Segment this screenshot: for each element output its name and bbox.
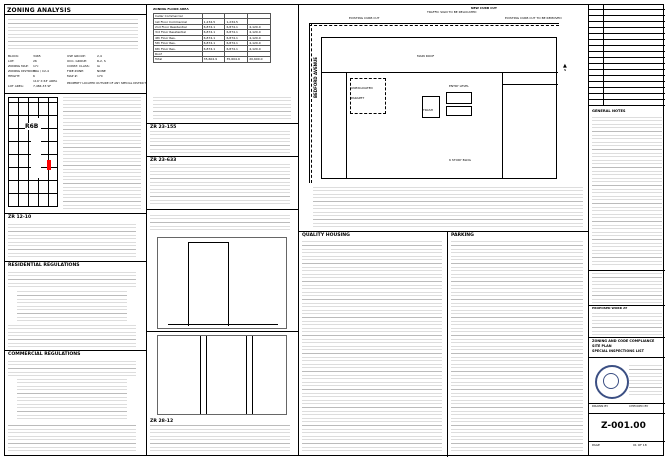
site-marker: [47, 160, 51, 170]
sheet-title-1: ZONING AND CODE COMPLIANCE: [592, 339, 655, 343]
floor-area-cell: 1st Floor Commercial: [154, 19, 203, 24]
floor-area-row: [154, 46, 271, 51]
entry-level-label: ENTRY LEVEL: [449, 84, 469, 88]
fire-zone-label: FIRE ZONE:: [67, 69, 85, 73]
map-number-label: MAP #:: [67, 74, 78, 78]
floor-area-cell: 35,604.9: [202, 57, 225, 62]
checked-by-label: CHECKED BY: [629, 404, 649, 408]
zoning-analysis-header: ZONING ANALYSIS: [7, 7, 72, 14]
floor-area-cell: 6,874.1: [225, 24, 248, 29]
floor-area-cell: 6th Floor Res.: [154, 46, 203, 51]
floor-area-cell: Roof: [154, 51, 203, 56]
sheet-title-2: SITE PLAN: [592, 344, 612, 348]
trash-room: [422, 96, 440, 118]
occ-group-value: R-2, S: [97, 59, 106, 63]
section-zr-23-633: ZR 23-633: [150, 158, 177, 163]
map-number-value: 17C: [97, 74, 103, 78]
lot-area-label: LOT AREA:: [8, 84, 24, 88]
height-label: HEIGHT:: [8, 74, 21, 78]
floor-area-cell: 4th Floor Res.: [154, 35, 203, 40]
floor-area-cell: 4,120.0: [248, 46, 271, 51]
floor-area-cell: 20,600.0: [248, 57, 271, 62]
floor-area-row: [154, 24, 271, 29]
floor-area-row: [154, 30, 271, 35]
floor-area-cell: 6,874.1: [225, 30, 248, 35]
floor-area-table-title: ZONING FLOOR AREA: [153, 7, 189, 11]
parking-text: [451, 241, 583, 451]
floor-area-cell: 2nd Floor Residential: [154, 24, 203, 29]
floor-area-cell: Total: [154, 57, 203, 62]
lot-label: LOT:: [8, 59, 15, 63]
floor-area-cell: 4,120.0: [248, 35, 271, 40]
professional-seal-stamp: [595, 365, 629, 399]
floor-area-cell: 6,874.1: [202, 30, 225, 35]
residential-calcs: [17, 291, 127, 321]
floor-area-cell: 6,874.1: [202, 24, 225, 29]
floor-area-cell: 6,874.1: [202, 35, 225, 40]
floor-area-cell: 1,234.5: [202, 19, 225, 24]
parapet-label: PARAPET: [351, 96, 365, 100]
const-class-value: IA: [97, 64, 100, 68]
floor-area-row: [154, 57, 271, 62]
section-residential: RESIDENTIAL REGULATIONS: [8, 263, 80, 268]
general-notes-header: GENERAL NOTES: [592, 109, 626, 113]
quality-housing-text: [302, 241, 442, 451]
floor-area-cell: 4,120.0: [248, 40, 271, 45]
floor-area-cell: 6,874.1: [225, 35, 248, 40]
quality-housing-header: QUALITY HOUSING: [302, 233, 350, 238]
floor-area-cell: 4,120.0: [248, 24, 271, 29]
floor-area-column: [147, 5, 299, 455]
trash-label: TRASH: [423, 108, 434, 112]
floor-area-cell: 5th Floor Res.: [154, 40, 203, 45]
zoning-notes-text: [8, 17, 138, 49]
section-zr-12-10: ZR 12-10: [8, 215, 32, 220]
floor-area-cell: 6,874.1: [202, 46, 225, 51]
floor-area-table: [153, 13, 271, 63]
six-story-label: 6 STORY BLDG: [449, 158, 472, 162]
floor-area-cell: 6,874.1: [225, 40, 248, 45]
section-zr-23-155: ZR 23-155: [150, 125, 177, 130]
zoning-map-label: ZONING MAP:: [8, 64, 29, 68]
zoning-analysis-column: ZONING ANALYSIS BLOCK: LOT: ZONING MAP: ZONING DISTRICT: HEIGHT: 3465 26 17c R6A / C2-4 6 USE GROUP: OCC. GROUP: CONST. CLASS: FIRE ZONE: MAP #: 2,4 R-2, S IA NONE 17C LOT AREA: 7,484.33 SF 119' X 63' AREA PROPERTY LOCATED OUTSIDE OF ANY SPECIAL DISTRICT R6B ZR 12-10 RESIDENTIAL REGULATIONS COMMERCIAL REGULATIONS: [5, 5, 147, 455]
lot-area-value: 7,484.33 SF: [33, 84, 51, 88]
zoning-map: [8, 97, 58, 207]
block-label: BLOCK:: [8, 54, 20, 58]
page-of-label: 01 OF 18: [633, 443, 647, 447]
zoning-district-label: ZONING DISTRICT:: [8, 69, 36, 73]
section-diagram: [157, 335, 287, 415]
floor-area-row: [154, 35, 271, 40]
traffic-sign-label: TRAFFIC SIGN TO BE RELOCATED: [427, 10, 477, 14]
site-plan-column: [299, 5, 589, 455]
page-label: PAGE: [592, 443, 600, 447]
setback-diagram: [157, 237, 287, 329]
curb-cut-removed-label: EXISTING CURB CUT TO BE REMOVED: [505, 16, 562, 20]
commercial-calcs: [17, 379, 127, 419]
revision-grid: [589, 5, 665, 105]
floor-area-cell: 6,874.1: [225, 46, 248, 51]
floor-area-cell: Cellar Commercial: [154, 14, 203, 19]
new-curb-cut-label: NEW CURB CUT: [471, 6, 497, 10]
lot-dimensions: 119' X 63' AREA: [33, 79, 58, 83]
sheet-title-3: SPECIAL INSPECTIONS LIST: [592, 349, 644, 353]
sheet-number: Z-001.00: [601, 421, 646, 431]
floor-area-cell: 1,234.5: [225, 19, 248, 24]
main-roof-label: MAIN ROOF: [417, 54, 435, 58]
entry-level: [446, 92, 472, 104]
floor-area-cell: 35,604.9: [225, 57, 248, 62]
parking-header: PARKING: [451, 233, 474, 238]
floor-area-cell: 3rd Floor Residential: [154, 30, 203, 35]
fire-zone-value: NONE: [97, 69, 106, 73]
section-zr-28-12: ZR 28-12: [150, 419, 174, 424]
drawn-by-label: DRAWN BY: [592, 404, 609, 408]
title-block: [589, 5, 665, 455]
existing-curb-cut-label: EXISTING CURB CUT: [349, 16, 380, 20]
drawing-sheet: [4, 4, 664, 456]
const-class-label: CONST. CLASS:: [67, 64, 90, 68]
map-notes-text: [63, 97, 141, 209]
bedford-avenue-label: BEDFORD AVENUE: [313, 56, 319, 99]
use-group-label: USE GROUP:: [67, 54, 86, 58]
building-footprint: [321, 37, 557, 179]
zr-12-10-text: [8, 221, 136, 257]
site-plan-notes: [313, 185, 583, 227]
occ-group-label: OCC. GROUP:: [67, 59, 88, 63]
section-commercial: COMMERCIAL REGULATIONS: [8, 352, 81, 357]
floor-area-row: [154, 40, 271, 45]
unexcavated-label: UNEXCAVATED: [351, 86, 373, 90]
zoning-map-district-label: R6B: [25, 123, 39, 130]
north-label: N: [564, 68, 567, 72]
floor-area-cell: 4,120.0: [248, 30, 271, 35]
project-label: PROPOSED WORK AT: [592, 306, 628, 310]
use-group-value: 2,4: [97, 54, 102, 58]
general-notes-text: [592, 115, 662, 265]
floor-area-cell: 6,874.1: [202, 40, 225, 45]
property-location-note: PROPERTY LOCATED OUTSIDE OF ANY SPECIAL DISTRICT: [67, 81, 147, 85]
north-arrow-icon: ▲: [563, 63, 567, 69]
